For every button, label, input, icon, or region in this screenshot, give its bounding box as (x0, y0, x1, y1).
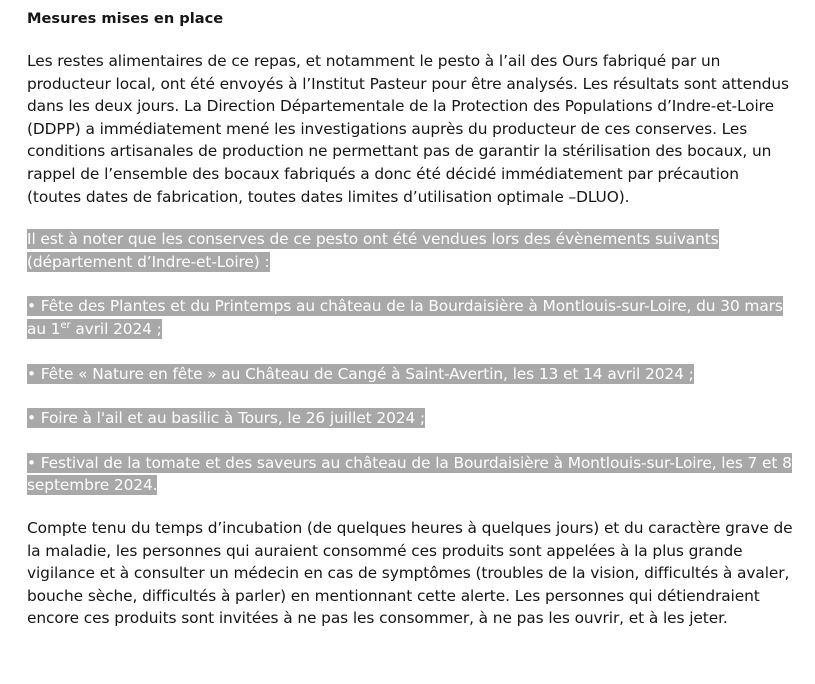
event-item-1-superscript: er (60, 319, 71, 331)
event-item-4-text: • Festival de la tomate et des saveurs au château de la Bourdaisière à Montlouis-sur-Loire, les 7 et 8 septembre 2024. (27, 453, 792, 495)
section-heading: Mesures mises en place (27, 10, 224, 27)
event-item-4 (27, 452, 795, 497)
event-item-2 (27, 363, 795, 386)
event-item-1 (27, 295, 795, 340)
advice-paragraph: Compte tenu du temps d’incubation (de quelques heures à quelques jours) et du caractère grave de la maladie, les personnes qui auraient consommé ces produits sont appelées à la plus grande vigilance et à consulter un médecin en cas de symptômes (troubles de la vision, difficultés à avaler, bouche sèche, difficultés à parler) en mentionnant cette alerte. Les personnes qui détiendraient encore ces produits sont invitées à ne pas les consommer, à ne pas les ouvrir, et à les jeter. (27, 518, 793, 628)
event-item-2-text: • Fête « Nature en fête » au Château de Cangé à Saint-Avertin, les 13 et 14 avril 2024 ; (27, 364, 694, 383)
event-item-1-main: • Fête des Plantes et du Printemps au château de la Bourdaisière à Montlouis-sur-Loire, du 30 mars au 1 (27, 297, 783, 338)
event-item-3-text: • Foire à l'ail et au basilic à Tours, le 26 juillet 2024 ; (27, 409, 426, 428)
intro-paragraph: Les restes alimentaires de ce repas, et notamment le pesto à l’ail des Ours fabriqué par un producteur local, ont été envoyés à l’Institut Pasteur pour être analysés. Les résultats sont attendus dans les deux jours. La Direction Départementale de la Protection des Populations d’Indre-et-Loire (DDPP) a immédiatement mené les investigations auprès du producteur de ces conserves. Les conditions artisanales de production ne permettant pas de garantir la stérilisation des bocaux, un rappel de l’ensemble des bocaux fabriqués a donc été décidé immédiatement par précaution (toutes dates de fabrication, toutes dates limites d’utilisation optimale –DLUO). (27, 52, 789, 206)
event-item-3 (27, 407, 795, 430)
events-intro (27, 228, 795, 273)
event-item-1-text (27, 296, 783, 339)
events-intro-highlight: Il est à noter que les conserves de ce pesto ont été vendues lors des évènements suivants (département d’Indre-et-Loire) : (27, 230, 719, 271)
event-item-1-tail: avril 2024 ; (70, 319, 162, 338)
